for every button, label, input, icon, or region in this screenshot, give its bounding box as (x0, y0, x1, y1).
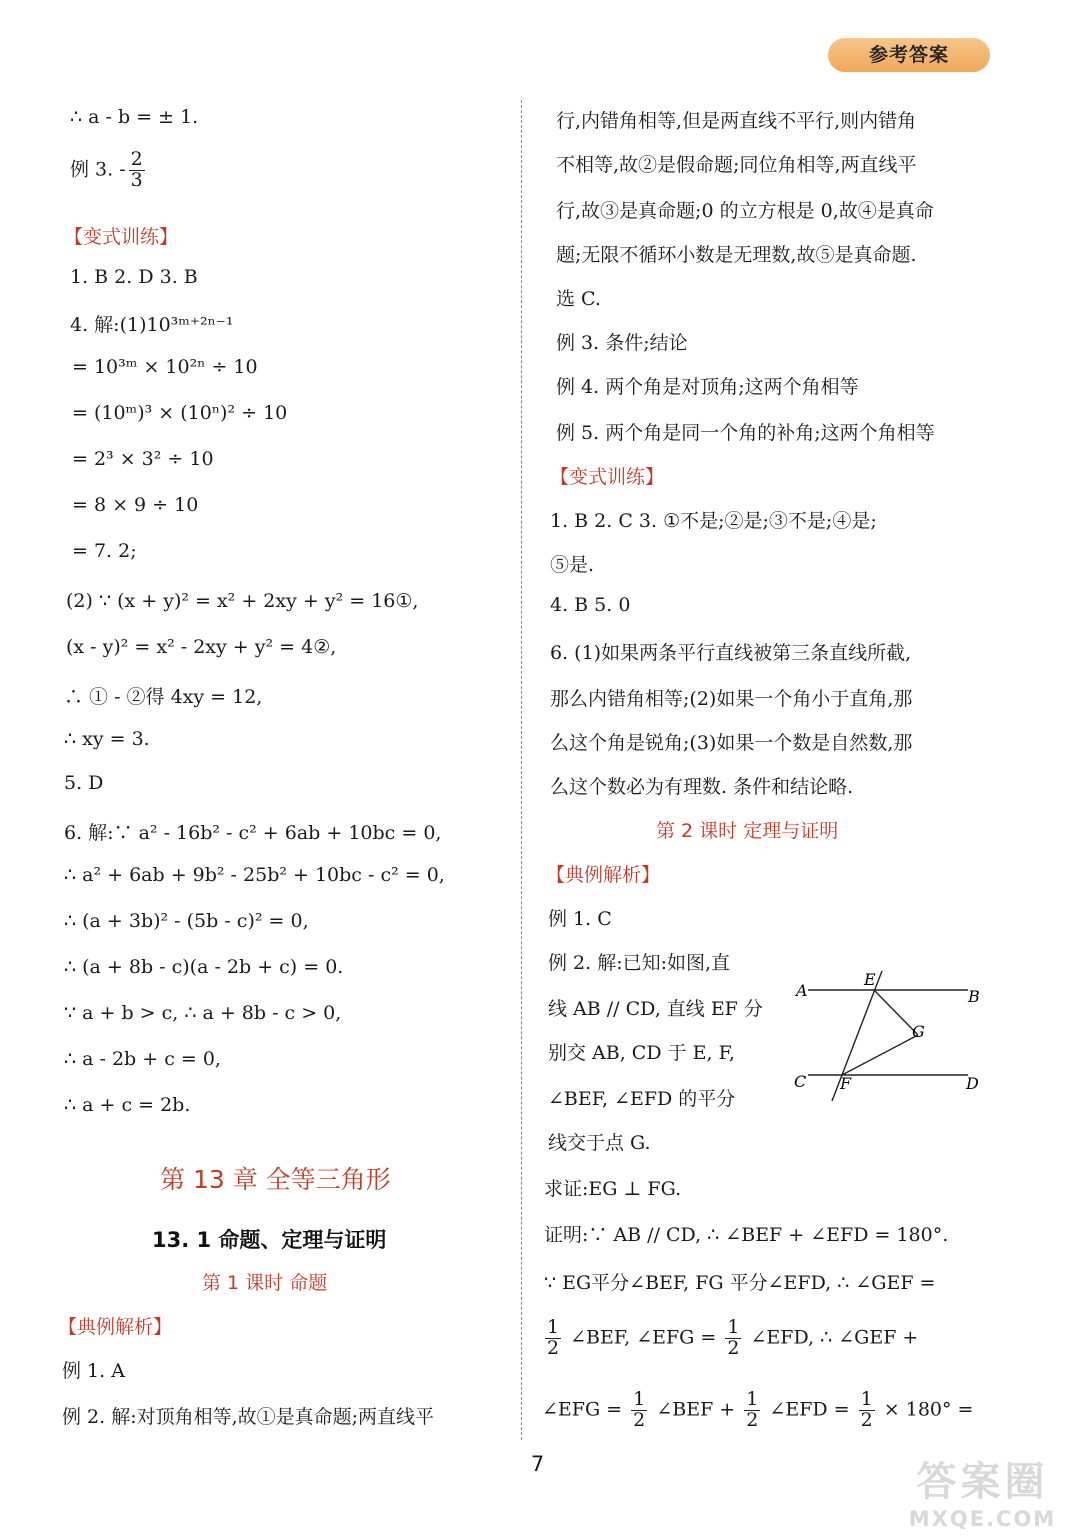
fraction: $\frac{1}{2}$ (547, 1316, 560, 1359)
answer-tab: 参考答案 (828, 38, 990, 72)
fraction: $\frac{2}{3}$ (130, 148, 143, 191)
section-label: 【变式训练】 (550, 466, 665, 488)
text-line: 别交 AB, CD 于 E, F, (548, 1042, 735, 1064)
text-line: ∴ xy = 3. (64, 728, 150, 750)
text-line: = (10ᵐ)³ × (10ⁿ)² ÷ 10 (72, 402, 288, 424)
text-line: 1. B 2. D 3. B (70, 266, 198, 288)
text-line: ∴ (a + 3b)² - (5b - c)² = 0, (64, 910, 309, 932)
text-line: 例 2. 解:对顶角相等,故①是真命题;两直线平 (62, 1406, 435, 1428)
text-line: ∴ a² + 6ab + 9b² - 25b² + 10bc - c² = 0, (64, 864, 445, 886)
fraction: $\frac{1}{2}$ (746, 1388, 759, 1431)
text-line: 例 5. 两个角是同一个角的补角;这两个角相等 (556, 422, 935, 444)
label-b: B (968, 987, 980, 1006)
formula-line: ∠EFG = $\frac{1}{2}$ ∠BEF + $\frac{1}{2}$ ∠EFD = $\frac{1}{2}$ × 180° = (542, 1388, 974, 1431)
formula-line: $\frac{1}{2}$ ∠BEF, ∠EFG = $\frac{1}{2}$ ∠EFD, ∴ ∠GEF + (547, 1316, 919, 1359)
text-line: 例 1. A (62, 1360, 125, 1382)
text-line: 线交于点 G. (548, 1132, 651, 1154)
label-e: E (864, 970, 876, 989)
text-line: 线 AB // CD, 直线 EF 分 (548, 998, 763, 1020)
label-a: A (796, 981, 808, 1000)
fraction: $\frac{1}{2}$ (727, 1316, 740, 1359)
text-line: 么这个数必为有理数. 条件和结论略. (550, 776, 854, 798)
text-line: 证明:∵ AB // CD, ∴ ∠BEF + ∠EFD = 180°. (544, 1224, 949, 1246)
text-line: 例 1. C (548, 908, 612, 930)
text-line: ∴ a - b = ± 1. (70, 106, 199, 128)
text-line: 选 C. (556, 288, 601, 310)
label-c: C (794, 1072, 807, 1091)
text-line: = 8 × 9 ÷ 10 (72, 494, 199, 516)
text-line: ∵ EG平分∠BEF, FG 平分∠EFD, ∴ ∠GEF = (544, 1272, 936, 1294)
text-line: ∴ a - 2b + c = 0, (64, 1048, 221, 1070)
text-line: 行,内错角相等,但是两直线不平行,则内错角 (556, 110, 917, 132)
text-line: = 2³ × 3² ÷ 10 (72, 448, 214, 470)
section-label: 【变式训练】 (64, 226, 179, 248)
text-line: ∴ (a + 8b - c)(a - 2b + c) = 0. (64, 956, 344, 978)
fraction: $\frac{1}{2}$ (633, 1388, 646, 1431)
text-line: 1. B 2. C 3. ①不是;②是;③不是;④是; (550, 510, 877, 532)
text-line: 不相等,故②是假命题;同位角相等,两直线平 (556, 154, 917, 176)
geometry-figure (790, 965, 990, 1105)
label-g: G (912, 1022, 925, 1041)
column-divider (521, 100, 522, 1440)
text-line: 例 2. 解:已知:如图,直 (548, 952, 731, 974)
fraction: $\frac{1}{2}$ (860, 1388, 873, 1431)
text-line: 么这个角是锐角;(3)如果一个数是自然数,那 (550, 732, 913, 754)
text-line: 求证:EG ⊥ FG. (544, 1178, 682, 1200)
section-title: 13. 1 命题、定理与证明 (152, 1228, 387, 1252)
page-number: 7 (530, 1452, 545, 1476)
watermark: 答案圈 MXQE.COM (908, 1459, 1057, 1531)
text-line: = 10³ᵐ × 10²ⁿ ÷ 10 (72, 356, 258, 378)
text-line: 例 3. 条件;结论 (556, 332, 688, 354)
label-f: F (840, 1074, 852, 1093)
text-line: ∠BEF, ∠EFD 的平分 (548, 1088, 736, 1110)
text-line: 6. (1)如果两条平行直线被第三条直线所截, (550, 642, 912, 664)
label-d: D (966, 1074, 979, 1093)
section-label: 【典例解析】 (58, 1316, 173, 1338)
lesson-title: 第 2 课时 定理与证明 (656, 820, 839, 842)
text-line: = 7. 2; (72, 540, 137, 562)
text-line: ∵ a + b > c, ∴ a + 8b - c > 0, (64, 1002, 342, 1024)
lesson-title: 第 1 课时 命题 (202, 1272, 328, 1294)
text-line: 4. B 5. 0 (550, 594, 631, 616)
text-line: 行,故③是真命题;0 的立方根是 0,故④是真命 (556, 200, 934, 222)
text-line: 4. 解:(1)10³ᵐ⁺²ⁿ⁻¹ (70, 314, 234, 336)
text-line: ∴ ① - ②得 4xy = 12, (64, 686, 263, 708)
text-line: 6. 解:∵ a² - 16b² - c² + 6ab + 10bc = 0, (64, 822, 442, 844)
example-3-label: 例 3. - (70, 158, 126, 181)
chapter-title: 第 13 章 全等三角形 (160, 1165, 391, 1194)
text-line: (2) ∵ (x + y)² = x² + 2xy + y² = 16①, (66, 590, 419, 612)
text-line: 5. D (64, 772, 104, 794)
text-line: ∴ a + c = 2b. (64, 1094, 191, 1116)
text-line: 题;无限不循环小数是无理数,故⑤是真命题. (556, 244, 917, 266)
segment-fg (842, 1035, 918, 1075)
text-line: ⑤是. (550, 554, 595, 576)
section-label: 【典例解析】 (546, 864, 661, 886)
text-line: 例 4. 两个角是对顶角;这两个角相等 (556, 376, 859, 398)
text-line: (x - y)² = x² - 2xy + y² = 4②, (66, 636, 337, 658)
example-3 (70, 150, 148, 191)
text-line: 那么内错角相等;(2)如果一个角小于直角,那 (550, 688, 913, 710)
